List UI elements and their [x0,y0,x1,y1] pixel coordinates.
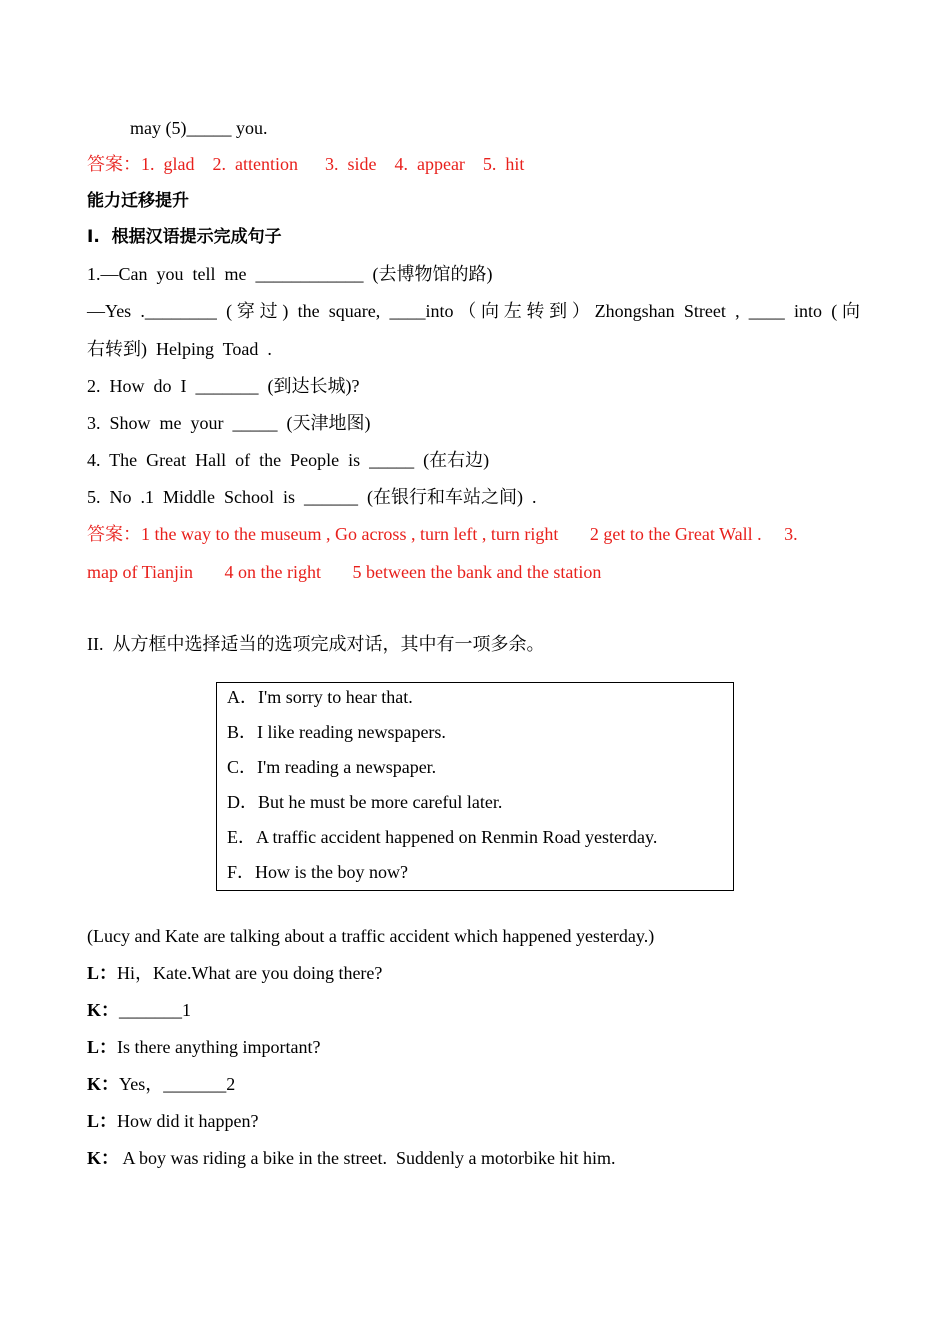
question-5: 5. No .1 Middle School is ______ (在银行和车站之间) . [87,487,537,507]
top-line: may (5)_____ you. [130,118,268,138]
dialogue-text: Is there anything important? [117,1037,321,1057]
speaker-label: L： [87,1037,118,1057]
option-a: A．I'm sorry to hear that. [227,687,413,707]
speaker-label: K： [87,1074,120,1094]
speaker-label: L： [87,1111,118,1131]
answer-line-2a: 答案：1 the way to the museum , Go across , turn left , turn right 2 get to the Great Wall . 3. [87,524,798,544]
option-f: F．How is the boy now? [227,862,408,882]
option-b: B．I like reading newspapers. [227,722,446,742]
part2-title: II. 从方框中选择适当的选项完成对话，其中有一项多余。 [87,634,545,654]
speaker-label: K： [87,1148,120,1168]
option-c: C．I'm reading a newspaper. [227,757,437,777]
options-box [216,682,734,891]
question-1a: 1.—Can you tell me ____________ (去博物馆的路) [87,264,493,284]
speaker-label: K： [87,1000,120,1020]
question-4: 4. The Great Hall of the People is _____ (在右边) [87,450,490,470]
dialogue-text: A boy was riding a bike in the street. Suddenly a motorbike hit him. [119,1148,616,1168]
option-e: E．A traffic accident happened on Renmin Road yesterday. [227,827,658,847]
dialogue-text: How did it happen? [117,1111,259,1131]
dialogue-line [87,1035,320,1059]
answer-line-1: 答案：1. glad 2. attention 3. side 4. appear 5. hit [87,154,525,174]
dialogue-text: Hi，Kate.What are you doing there? [117,963,383,983]
option-d: D．But he must be more careful later. [227,792,503,812]
dialogue-intro: (Lucy and Kate are talking about a traffic accident which happened yesterday.) [87,926,655,946]
section-title: 能力迁移提升 [87,191,189,211]
question-1c: 右转到) Helping Toad . [87,339,272,359]
dialogue-line [87,961,382,985]
part1-title: I. 根据汉语提示完成句子 [87,227,282,247]
dialogue-text: Yes，_______2 [119,1074,236,1094]
dialogue-line [87,998,191,1022]
dialogue-text: _______1 [119,1000,192,1020]
question-1b: —Yes .________ (穿过) the square, ____into（向左转到）Zhongshan Street , ____ into (向 [87,301,860,321]
dialogue-line [87,1146,615,1170]
question-2: 2. How do I _______ (到达长城)? [87,376,360,396]
answer-line-2b: map of Tianjin 4 on the right 5 between the bank and the station [87,562,602,582]
dialogue-line [87,1109,258,1133]
speaker-label: L： [87,963,118,983]
dialogue-line [87,1072,235,1096]
question-3: 3. Show me your _____ (天津地图) [87,413,371,433]
